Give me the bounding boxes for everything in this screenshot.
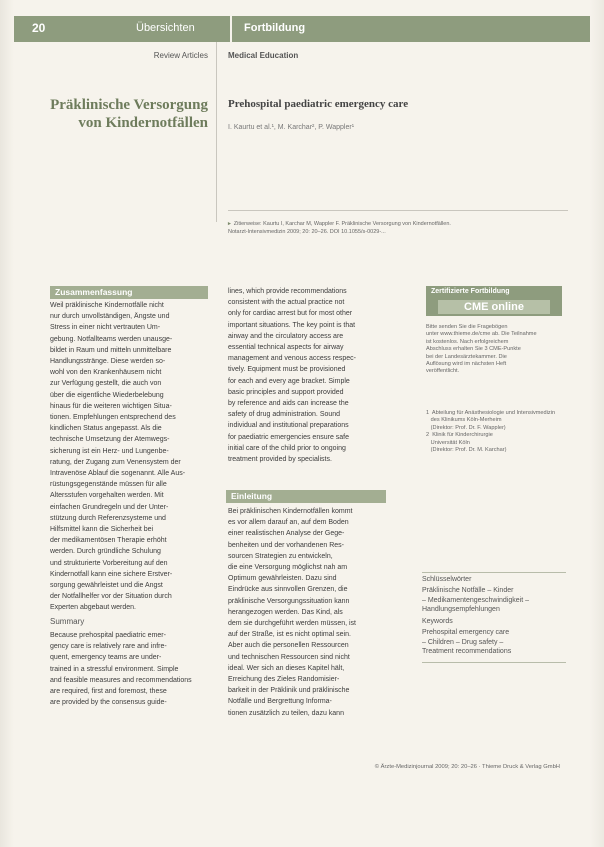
cme-text-line: Abschluss erhalten Sie 3 CME-Punkte bbox=[426, 346, 521, 353]
text-line: nur durch unvollständigen, Ängste und bbox=[50, 313, 170, 321]
author-affiliations bbox=[426, 410, 566, 454]
section-right: Fortbildung bbox=[244, 22, 306, 34]
affiliation-line: Universität Köln bbox=[426, 439, 470, 446]
text-line: are provided by the consensus guide- bbox=[50, 699, 167, 707]
keyword-line: Prehospital emergency care bbox=[422, 629, 510, 636]
citation-line1: Zitierweise: Kaurtu I, Karchar M, Wappler F. Präklinische Versorgung von Kindernotfällen. bbox=[233, 221, 451, 227]
text-line: Eindrücke aus sinnvollen Grenzen, die bbox=[228, 586, 348, 594]
text-line: der Notfallhelfer vor der Situation durch bbox=[50, 593, 172, 601]
text-line: individual and institutional preparations bbox=[228, 422, 349, 430]
text-line: und strukturierte Vorbereitung auf den bbox=[50, 559, 168, 567]
text-line: gency care is relatively rare and infre- bbox=[50, 643, 167, 651]
text-line: by reference and aids can increase the bbox=[228, 400, 349, 408]
section-left: Übersichten bbox=[136, 22, 195, 34]
affiliation-line: (Direktor: Prof. Dr. F. Wappler) bbox=[426, 424, 506, 431]
page-number: 20 bbox=[32, 21, 46, 35]
heading-zusammenfassung: Zusammenfassung bbox=[50, 286, 208, 299]
text-line: zur Verfügung gestellt, die auch von bbox=[50, 380, 162, 388]
text-line: sorgung gewährleistet und die Angst bbox=[50, 582, 163, 590]
keywords-en-heading: Keywords bbox=[422, 618, 453, 625]
affiliation-line: (Direktor: Prof. Dr. M. Karchar) bbox=[426, 447, 507, 454]
text-line: airway and the circulatory access are bbox=[228, 332, 344, 340]
text-line: bildet in Raum und mitteln unmittelbare bbox=[50, 346, 172, 354]
text-line: werden. Durch gründliche Schulung bbox=[50, 548, 161, 556]
arrow-icon: ▸ bbox=[228, 221, 231, 227]
text-line: rüstungsgegenstände müssen für alle bbox=[50, 481, 167, 489]
text-line: Kindernotfall kann eine sichere Erstver- bbox=[50, 570, 173, 578]
text-line: einfachen Grundregeln und der Unter- bbox=[50, 503, 169, 511]
affiliation-line: 2 Klinik für Kinderchirurgie bbox=[426, 432, 493, 439]
text-line: essential technical aspects for airway bbox=[228, 344, 344, 352]
text-line: Stress in einer nicht vertrauten Um- bbox=[50, 324, 161, 332]
text-line: Experten abgebaut werden. bbox=[50, 604, 137, 612]
keyword-line: Handlungsempfehlungen bbox=[422, 606, 500, 614]
text-line: ideal. Wer sich an dieses Kapitel hält, bbox=[228, 664, 345, 672]
text-line: Weil präklinische Kindernotfälle nicht bbox=[50, 302, 164, 309]
text-line: und technischen Ressourcen sind nicht bbox=[228, 653, 350, 661]
text-line: for each and every age bracket. Simple bbox=[228, 377, 350, 385]
keyword-line: – Medikamentengeschwindigkeit – bbox=[422, 596, 530, 604]
text-line: management and venous access respec- bbox=[228, 355, 357, 363]
keywords-en bbox=[422, 628, 566, 657]
keywords-de bbox=[422, 586, 566, 615]
keywords-box bbox=[422, 572, 566, 682]
text-line: basic principles and support provided bbox=[228, 388, 344, 396]
cme-banner[interactable] bbox=[426, 286, 562, 316]
cme-title: Zertifizierte Fortbildung bbox=[431, 288, 510, 295]
cme-text-line: veröffentlicht. bbox=[426, 368, 460, 375]
text-line: treatment provided by specialists. bbox=[228, 456, 332, 464]
cme-online-link[interactable]: CME online bbox=[438, 300, 550, 314]
affiliation-line: 1 Abteilung für Anästhesiologie und Intensivmedizin bbox=[426, 410, 556, 416]
summary-english-continued bbox=[228, 286, 388, 465]
text-line: stützung durch Referenzsysteme und bbox=[50, 514, 166, 522]
introduction-text bbox=[228, 506, 388, 719]
text-line: for paediatric emergencies ensure safe bbox=[228, 433, 350, 441]
text-line: are required, first and foremost, these bbox=[50, 688, 167, 696]
text-line: Notfälle und Bergrettung Informa- bbox=[228, 698, 332, 706]
title-german bbox=[40, 96, 208, 132]
affiliation-line: des Klinikums Köln-Merheim bbox=[426, 417, 502, 424]
text-line: ratung, der Zugang zum Venensystem der bbox=[50, 458, 181, 466]
cme-text-line: Auflösung wird im nächsten Heft bbox=[426, 361, 507, 368]
text-line: Handlungsstränge. Diese werden so- bbox=[50, 358, 166, 366]
text-line: über die eigentliche Wiederbelebung bbox=[50, 391, 164, 399]
text-line: sicherung ist ein Herz- und Lungenbe- bbox=[50, 447, 169, 455]
keyword-line: Treatment recommendations bbox=[422, 648, 512, 656]
text-line: der medikamentösen Therapie erhöht bbox=[50, 537, 167, 545]
heading-einleitung: Einleitung bbox=[226, 490, 386, 503]
text-line: auf der Straße, ist es nicht optimal sein. bbox=[228, 631, 351, 639]
label-review-articles: Review Articles bbox=[153, 51, 208, 60]
page-footer: © Ärzte-Medizinjournal 2009; 20: 20–26 · Thieme Druck & Verlag GmbH bbox=[374, 764, 560, 770]
text-line: Aber auch die personellen Ressourcen bbox=[228, 642, 349, 650]
keywords-de-heading: Schlüsselwörter bbox=[422, 576, 472, 583]
text-line: kindlichen Status angepasst. Als die bbox=[50, 425, 162, 433]
title-german-line1: Präklinische Versorgung bbox=[50, 97, 208, 113]
author-list: I. Kaurtu et al.¹, M. Karchar², P. Wappler¹ bbox=[228, 124, 355, 131]
text-line: quent, emergency teams are under- bbox=[50, 654, 162, 662]
text-line: Because prehospital paediatric emer- bbox=[50, 632, 166, 639]
title-german-line2: von Kindernotfällen bbox=[78, 115, 208, 131]
text-line: einer realistischen Analyse der Gege- bbox=[228, 530, 345, 538]
text-line: Erreichung des Zieles Randomisier- bbox=[228, 676, 340, 684]
cme-text-line: ist kostenlos. Nach erfolgreichem bbox=[426, 338, 509, 345]
text-line: technische Umsetzung der Atemwegs- bbox=[50, 436, 170, 444]
text-line: gebung. Notfallteams werden unausge- bbox=[50, 335, 173, 343]
title-english: Prehospital paediatric emergency care bbox=[228, 98, 409, 110]
text-line: and feasible measures and recommendations bbox=[50, 676, 192, 684]
header-bar bbox=[14, 16, 590, 42]
text-line: dem sie durchgeführt werden müssen, ist bbox=[228, 620, 357, 628]
text-line: die eine Versorgung möglichst nah am bbox=[228, 564, 348, 572]
text-line: benheiten und der vorhandenen Res- bbox=[228, 541, 344, 549]
text-line: consistent with the actual practice not bbox=[228, 299, 345, 307]
heading-summary: Summary bbox=[50, 617, 85, 626]
text-line: initial care of the child prior to ongoing bbox=[228, 444, 346, 452]
keyword-line: – Children – Drug safety – bbox=[422, 638, 504, 646]
text-line: lines, which provide recommendations bbox=[228, 288, 347, 295]
text-line: important situations. The key point is that bbox=[228, 321, 356, 329]
text-line: sourcen Strategien zu entwickeln, bbox=[228, 552, 333, 560]
cme-text-line: Bitte senden Sie die Fragebögen bbox=[426, 324, 508, 330]
label-medical-education: Medical Education bbox=[228, 51, 299, 60]
text-line: Altersstufen vorgehalten werden. Mit bbox=[50, 492, 164, 500]
text-line: hinaus für die weiteren wichtigen Situa- bbox=[50, 402, 172, 410]
text-line: trained in a stressful environment. Simple bbox=[50, 665, 179, 673]
text-line: es vor allem darauf an, auf dem Boden bbox=[228, 519, 349, 527]
text-line: tionen. Empfehlungen entsprechend des bbox=[50, 414, 176, 422]
text-line: Hilfsmittel kann die Sicherheit bei bbox=[50, 526, 154, 534]
text-line: Optimum gewährleisten. Dazu sind bbox=[228, 575, 337, 583]
text-line: Bei präklinischen Kindernotfällen kommt bbox=[228, 508, 353, 515]
cme-text bbox=[426, 324, 562, 376]
text-line: only for cardiac arrest but for most other bbox=[228, 310, 353, 318]
text-line: tionen zusätzlich zu teilen, dazu kann bbox=[228, 709, 344, 717]
cme-text-line: unter www.thieme.de/cme ab. Die Teilnahme bbox=[426, 331, 537, 338]
text-line: barkeit in der Präklinik und präklinische bbox=[228, 687, 350, 695]
cme-text-line: bei der Landesärztekammer. Die bbox=[426, 353, 507, 360]
citation-line2: Notarzt-Intensivmedizin 2009; 20: 20–26. DOI 10.1055/s-0029-... bbox=[228, 229, 386, 235]
text-line: präklinische Versorgungssituation kann bbox=[228, 597, 350, 605]
summary-english bbox=[50, 630, 208, 708]
text-line: herangezogen werden. Das Kind, als bbox=[228, 608, 343, 616]
text-line: Intravenöse Ablauf die sogenannt. Alle Aus- bbox=[50, 470, 186, 478]
column-divider bbox=[216, 42, 217, 222]
header-divider bbox=[230, 16, 232, 42]
meta-rule bbox=[228, 210, 568, 211]
keywords-rule-bottom bbox=[422, 662, 566, 663]
summary-german bbox=[50, 300, 208, 614]
text-line: safety of drug administration. Sound bbox=[228, 411, 341, 419]
text-line: tively. Equipment must be provisioned bbox=[228, 366, 346, 374]
keywords-rule-top bbox=[422, 572, 566, 573]
text-line: wohl von den Krankenhäusern nicht bbox=[50, 369, 162, 377]
keyword-line: Präklinische Notfälle – Kinder bbox=[422, 587, 514, 594]
citation-block bbox=[228, 220, 528, 236]
